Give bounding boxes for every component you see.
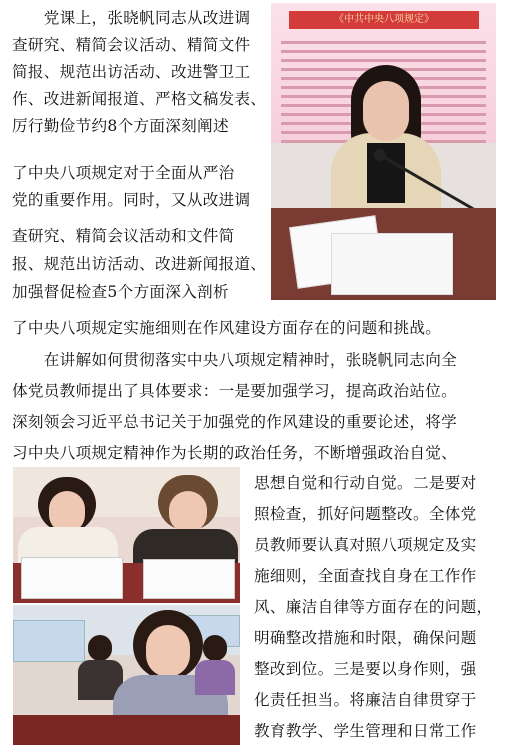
text-line: 加强督促检查5个方面深入剖析 bbox=[12, 283, 229, 301]
text-line: 施细则，全面查找自身在工作作 bbox=[254, 567, 477, 585]
text-line: 明确整改措施和时限，确保问题 bbox=[254, 629, 477, 647]
text-line: 整改到位。三是要以身作则，强 bbox=[254, 660, 477, 678]
text-line: 查研究、精简会议活动和文件简 bbox=[12, 227, 235, 245]
speaker-figure bbox=[363, 81, 409, 141]
screen-title: 《中共中央八项规定》 bbox=[289, 11, 479, 29]
speaker-photo bbox=[271, 3, 496, 300]
text-line: 厉行勤俭节约8个方面深刻阐述 bbox=[12, 117, 229, 135]
text-line: 习中央八项规定精神作为长期的政治任务，不断增强政治自觉、 bbox=[12, 444, 458, 462]
text-line: 风、廉洁自律等方面存在的问题， bbox=[254, 598, 493, 616]
text-line: 深刻领会习近平总书记关于加强党的作风建设的重要论述，将学 bbox=[12, 413, 458, 431]
text-line: 党课上，张晓帆同志从改进调 bbox=[12, 9, 251, 27]
text-line: 照检查，抓好问题整改。全体党 bbox=[254, 505, 477, 523]
text-line: 报、规范出访活动、改进新闻报道、 bbox=[12, 255, 267, 273]
meeting-room-photo bbox=[13, 605, 240, 745]
text-line: 化责任担当。将廉洁自律贯穿于 bbox=[254, 691, 477, 709]
text-line: 教育教学、学生管理和日常工作 bbox=[254, 722, 477, 740]
text-line: 在讲解如何贯彻落实中央八项规定精神时，张晓帆同志向全 bbox=[12, 351, 458, 369]
teachers-writing-photo bbox=[13, 467, 240, 603]
text-line: 了中央八项规定对于全面从严治 bbox=[12, 164, 235, 182]
text-line: 党的重要作用。同时，又从改进调 bbox=[12, 191, 251, 209]
text-line: 查研究、精简会议活动、精简文件 bbox=[12, 36, 251, 54]
text-line: 作、改进新闻报道、严格文稿发表、 bbox=[12, 90, 267, 108]
text-line: 了中央八项规定实施细则在作风建设方面存在的问题和挑战。 bbox=[12, 319, 442, 337]
text-line: 员教师要认真对照八项规定及实 bbox=[254, 536, 477, 554]
text-line: 简报、规范出访活动、改进警卫工 bbox=[12, 63, 251, 81]
text-line: 体党员教师提出了具体要求：一是要加强学习，提高政治站位。 bbox=[12, 382, 458, 400]
text-line: 思想自觉和行动自觉。二是要对 bbox=[254, 474, 477, 492]
